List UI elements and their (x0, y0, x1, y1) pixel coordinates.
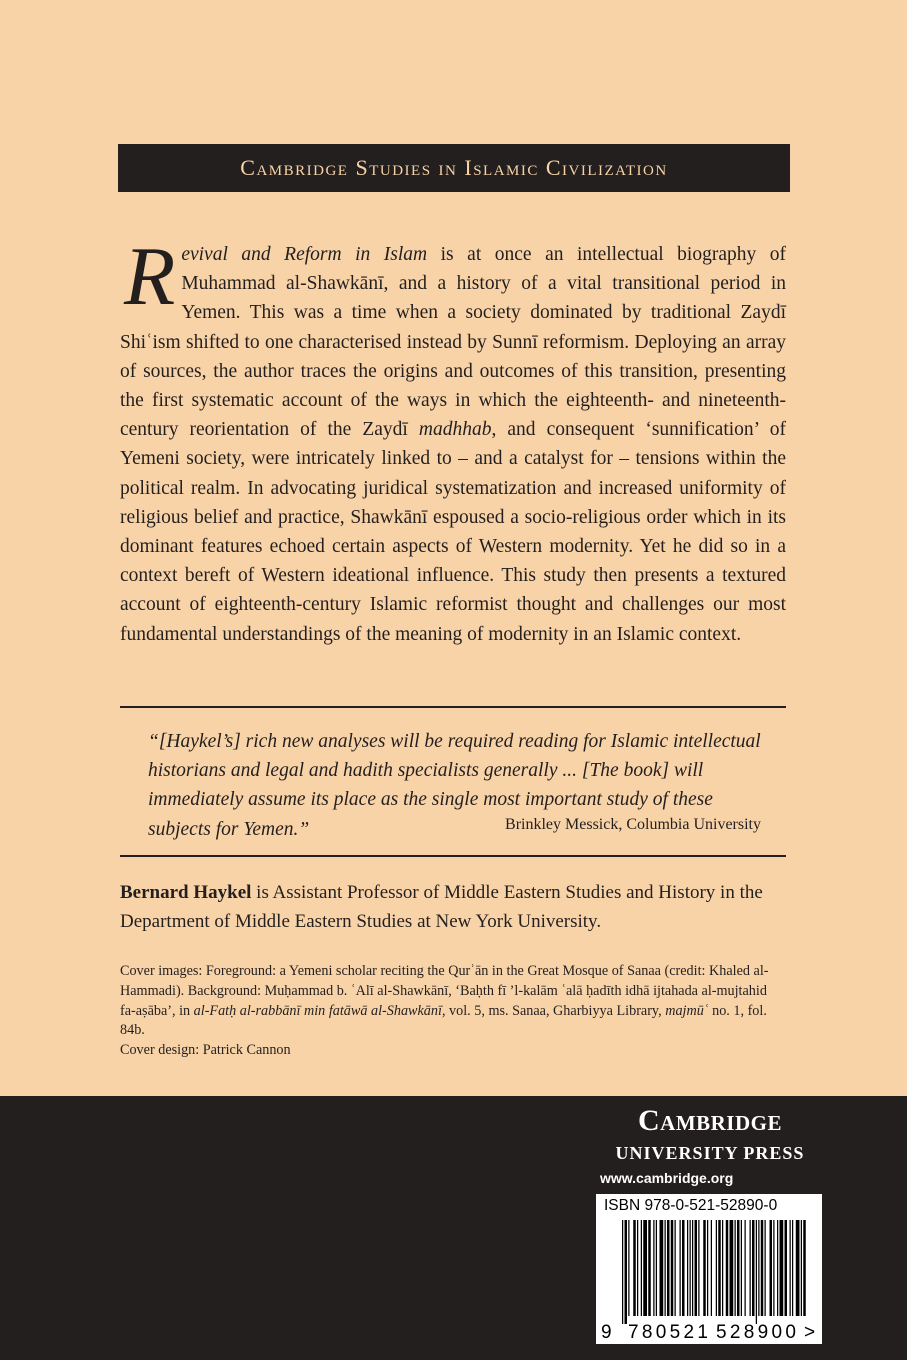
barcode-bar (796, 1220, 800, 1316)
barcode-box (596, 1194, 822, 1344)
barcode-bar (698, 1220, 699, 1316)
publisher-subname: UNIVERSITY PRESS (615, 1143, 805, 1163)
review-attribution: Brinkley Messick, Columbia University (505, 816, 761, 833)
barcode-bar (660, 1220, 664, 1316)
barcode-bar (707, 1220, 708, 1316)
barcode-bar (737, 1220, 740, 1316)
barcode-bar (716, 1220, 717, 1316)
barcode-bar (637, 1220, 638, 1316)
barcode-bar (656, 1220, 657, 1316)
barcode-bar (777, 1220, 778, 1316)
barcode-bar (622, 1220, 623, 1324)
barcode-bar (682, 1220, 685, 1316)
credits-italic-2: majmūʿ (665, 1002, 709, 1019)
barcode-bar (667, 1220, 670, 1316)
barcode-bar (628, 1220, 629, 1316)
barcode-bar (752, 1220, 755, 1316)
barcode-bar (801, 1220, 802, 1316)
barcode-bar (690, 1220, 691, 1316)
cover-design-credit: Cover design: Patrick Cannon (120, 1042, 291, 1059)
barcode-bar (730, 1220, 734, 1316)
barcode-bars (622, 1220, 806, 1324)
barcode-bar (641, 1220, 642, 1316)
publisher-url: www.cambridge.org (600, 1170, 734, 1186)
credits-italic-1: al-Fatḥ al-rabbānī min fatāwā al-Shawkānī (193, 1002, 442, 1019)
barcode-bar (643, 1220, 647, 1316)
barcode-bar (741, 1220, 742, 1316)
drop-cap: R (124, 230, 176, 323)
cover-credits (120, 962, 770, 1061)
barcode-bar (803, 1220, 806, 1316)
barcode-bar (780, 1220, 784, 1316)
barcode-bar (711, 1220, 712, 1316)
barcode-bar (625, 1220, 628, 1324)
barcode-digit-lead: 9 (601, 1322, 612, 1342)
author-name: Bernard Haykel (120, 882, 252, 903)
barcode-bar (671, 1220, 674, 1316)
review-quote: “[Haykel’s] rich new analyses will be required reading for Islamic intellectual historians and legal and hadith specialists generally ... [The book] will immediately assume its place as the single most important study of these subjects for Yemen.” (148, 731, 761, 840)
barcode-bar (718, 1220, 721, 1316)
description-text-1: is at once an intellectual biography of Muhammad al-Shawkānī, and a history of a vital transitional period in Yemen. This was a time when a society dominated by traditional Zaydī Shiʿism shifted to one characterised instead by Sunnī reformism. Deploying an array of sources, the author traces the origins and outcomes of this transition, presenting the first systematic account of the ways in which the eighteenth- and nineteenth-century reorientation of the Zaydī (120, 244, 786, 441)
series-banner (118, 144, 790, 192)
barcode-bar (750, 1220, 751, 1316)
barcode-bar (687, 1220, 688, 1316)
barcode-bar (773, 1220, 774, 1316)
barcode-bar (770, 1220, 773, 1316)
madhhab-term: madhhab (418, 419, 492, 441)
credits-text-1: Cover images: Foreground: a Yemeni scholar reciting the Qurʾān in the Great Mosque of Sanaa (credit: Khaled al-Hammadi). Background: Muḥammad b. ʿAlī al-Shawkānī, ‘Baḥth fī ’l-kalām ʿalā ḥadīth idhā ijtahada al-mujtahid fa-aṣāba’, in (120, 963, 769, 1019)
bottom-divider (120, 855, 786, 857)
book-description (120, 230, 786, 649)
barcode-bar (695, 1220, 698, 1316)
barcode-bar (665, 1220, 666, 1316)
credits-text-3: no. 1, fol. 84b. (120, 1002, 767, 1039)
barcode-bar (785, 1220, 788, 1316)
barcode (600, 1220, 818, 1342)
barcode-quiet-marker: > (804, 1322, 816, 1342)
barcode-bar (758, 1220, 759, 1316)
author-bio-text: is Assistant Professor of Middle Eastern Studies and History in the Department of Middle Eastern Studies at New York University. (120, 882, 763, 932)
top-divider (120, 706, 786, 708)
barcode-bar (735, 1220, 736, 1316)
barcode-bar (703, 1220, 706, 1316)
barcode-bar (653, 1220, 654, 1316)
barcode-bar (745, 1220, 746, 1316)
barcode-bar (680, 1220, 681, 1316)
barcode-bar (648, 1220, 651, 1316)
barcode-bar (792, 1220, 793, 1316)
description-text-2: , and consequent ‘sunnification’ of Yemeni society, were intricately linked to – and a catalyst for – tensions within the political realm. In advocating juridical systematization and increased uniformity of religious belief and practice, Shawkānī espoused a socio-religious order which in its dominant features echoed certain aspects of Western modernity. Yet he did so in a context bereft of Western ideational influence. This study then presents a textured account of eighteenth-century Islamic reformist thought and challenges our most fundamental understandings of the meaning of modernity in an Islamic context. (120, 419, 786, 645)
author-bio (120, 878, 810, 936)
barcode-bar (790, 1220, 791, 1316)
barcode-bar (761, 1220, 764, 1316)
barcode-digits-right: 528900 (716, 1322, 796, 1342)
credits-text-2: , vol. 5, ms. Sanaa, Gharbiyya Library, (441, 1002, 666, 1019)
series-title: Cambridge Studies in Islamic Civilization (240, 155, 668, 180)
barcode-bar (756, 1220, 757, 1324)
publisher-name: Cambridge (637, 1104, 782, 1137)
barcode-bar (692, 1220, 693, 1316)
barcode-bar (765, 1220, 766, 1316)
barcode-bar (722, 1220, 723, 1316)
barcode-digits-left: 780521 (628, 1322, 708, 1342)
barcode-bar (675, 1220, 676, 1316)
isbn-label: ISBN 978-0-521-52890-0 (604, 1197, 778, 1214)
barcode-bar (726, 1220, 729, 1316)
book-title-italic: evival and Reform in Islam (181, 244, 428, 265)
barcode-bar (633, 1220, 636, 1316)
